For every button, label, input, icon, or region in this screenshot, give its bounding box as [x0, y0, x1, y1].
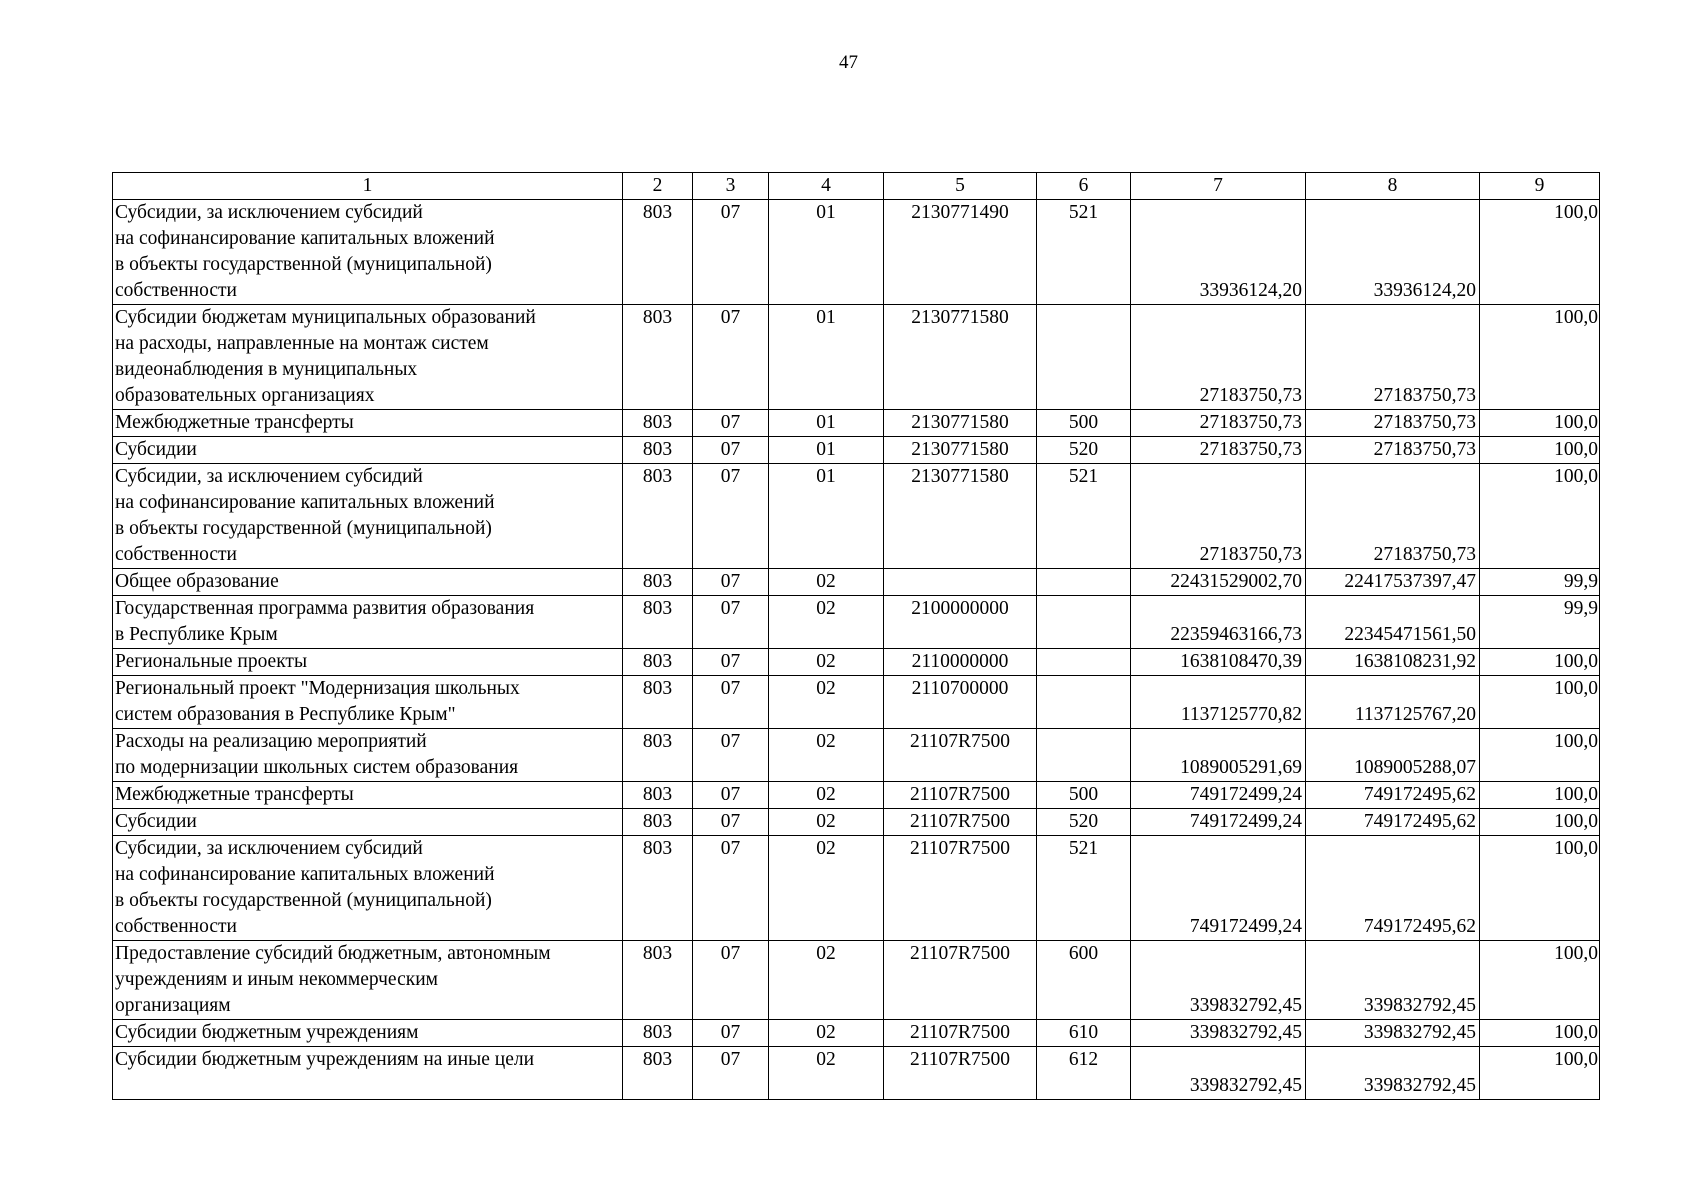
code-cell: 803	[623, 569, 693, 596]
subsection-cell: 02	[769, 596, 884, 649]
column-header: 5	[884, 173, 1037, 200]
item-name-cell: Субсидии бюджетным учреждениям	[113, 1020, 623, 1047]
item-name-cell: Расходы на реализацию мероприятий по модернизации школьных систем образования	[113, 729, 623, 782]
execution-percent-cell: 100,0	[1480, 941, 1600, 1020]
subsection-cell: 02	[769, 809, 884, 836]
planned-amount-cell: 22359463166,73	[1131, 596, 1306, 649]
planned-amount-cell: 339832792,45	[1131, 1047, 1306, 1100]
executed-amount-cell: 27183750,73	[1306, 464, 1480, 569]
subsection-cell: 02	[769, 729, 884, 782]
execution-percent-cell: 100,0	[1480, 809, 1600, 836]
code-cell: 803	[623, 729, 693, 782]
section-cell: 07	[693, 200, 769, 305]
execution-percent-cell: 100,0	[1480, 464, 1600, 569]
planned-amount-cell: 339832792,45	[1131, 941, 1306, 1020]
execution-percent-cell: 100,0	[1480, 410, 1600, 437]
item-name-cell: Субсидии бюджетным учреждениям на иные цели	[113, 1047, 623, 1100]
planned-amount-cell: 1638108470,39	[1131, 649, 1306, 676]
item-name-cell: Межбюджетные трансферты	[113, 410, 623, 437]
section-cell: 07	[693, 836, 769, 941]
execution-percent-cell: 100,0	[1480, 200, 1600, 305]
expense-type-cell: 521	[1037, 836, 1131, 941]
subsection-cell: 02	[769, 1047, 884, 1100]
table-row	[113, 1020, 1600, 1047]
target-article-cell: 21107R7500	[884, 836, 1037, 941]
target-article-cell: 21107R7500	[884, 782, 1037, 809]
column-header: 6	[1037, 173, 1131, 200]
execution-percent-cell: 99,9	[1480, 596, 1600, 649]
column-header: 1	[113, 173, 623, 200]
table-row	[113, 809, 1600, 836]
column-header: 8	[1306, 173, 1480, 200]
subsection-cell: 01	[769, 437, 884, 464]
code-cell: 803	[623, 464, 693, 569]
executed-amount-cell: 27183750,73	[1306, 410, 1480, 437]
execution-percent-cell: 100,0	[1480, 1020, 1600, 1047]
expense-type-cell	[1037, 596, 1131, 649]
executed-amount-cell: 339832792,45	[1306, 1047, 1480, 1100]
expense-type-cell	[1037, 649, 1131, 676]
code-cell: 803	[623, 410, 693, 437]
section-cell: 07	[693, 437, 769, 464]
item-name-cell: Субсидии, за исключением субсидий на софинансирование капитальных вложений в объекты государственной (муниципальной) собственности	[113, 200, 623, 305]
target-article-cell: 21107R7500	[884, 1020, 1037, 1047]
column-header: 3	[693, 173, 769, 200]
expense-type-cell	[1037, 676, 1131, 729]
expense-type-cell: 521	[1037, 200, 1131, 305]
executed-amount-cell: 27183750,73	[1306, 305, 1480, 410]
code-cell: 803	[623, 200, 693, 305]
target-article-cell: 2130771580	[884, 464, 1037, 569]
executed-amount-cell: 749172495,62	[1306, 809, 1480, 836]
target-article-cell: 2110000000	[884, 649, 1037, 676]
executed-amount-cell: 749172495,62	[1306, 836, 1480, 941]
table-row	[113, 836, 1600, 941]
subsection-cell: 02	[769, 649, 884, 676]
expense-type-cell: 500	[1037, 782, 1131, 809]
item-name-cell: Общее образование	[113, 569, 623, 596]
execution-percent-cell: 100,0	[1480, 1047, 1600, 1100]
section-cell: 07	[693, 410, 769, 437]
table-row	[113, 729, 1600, 782]
target-article-cell: 21107R7500	[884, 1047, 1037, 1100]
code-cell: 803	[623, 596, 693, 649]
item-name-cell: Государственная программа развития образования в Республике Крым	[113, 596, 623, 649]
code-cell: 803	[623, 305, 693, 410]
section-cell: 07	[693, 1047, 769, 1100]
subsection-cell: 02	[769, 782, 884, 809]
section-cell: 07	[693, 782, 769, 809]
column-header: 2	[623, 173, 693, 200]
executed-amount-cell: 339832792,45	[1306, 1020, 1480, 1047]
planned-amount-cell: 749172499,24	[1131, 809, 1306, 836]
code-cell: 803	[623, 836, 693, 941]
code-cell: 803	[623, 782, 693, 809]
target-article-cell: 21107R7500	[884, 941, 1037, 1020]
section-cell: 07	[693, 305, 769, 410]
section-cell: 07	[693, 809, 769, 836]
table-row	[113, 1047, 1600, 1100]
target-article-cell: 21107R7500	[884, 729, 1037, 782]
executed-amount-cell: 22345471561,50	[1306, 596, 1480, 649]
subsection-cell: 01	[769, 410, 884, 437]
execution-percent-cell: 100,0	[1480, 305, 1600, 410]
executed-amount-cell: 22417537397,47	[1306, 569, 1480, 596]
subsection-cell: 01	[769, 200, 884, 305]
code-cell: 803	[623, 437, 693, 464]
execution-percent-cell: 100,0	[1480, 729, 1600, 782]
item-name-cell: Межбюджетные трансферты	[113, 782, 623, 809]
table-header-row	[113, 173, 1600, 200]
item-name-cell: Региональные проекты	[113, 649, 623, 676]
planned-amount-cell: 1089005291,69	[1131, 729, 1306, 782]
execution-percent-cell: 100,0	[1480, 782, 1600, 809]
target-article-cell: 21107R7500	[884, 809, 1037, 836]
code-cell: 803	[623, 1047, 693, 1100]
execution-percent-cell: 100,0	[1480, 437, 1600, 464]
target-article-cell: 2130771580	[884, 437, 1037, 464]
subsection-cell: 02	[769, 1020, 884, 1047]
column-header: 4	[769, 173, 884, 200]
executed-amount-cell: 1638108231,92	[1306, 649, 1480, 676]
section-cell: 07	[693, 569, 769, 596]
planned-amount-cell: 27183750,73	[1131, 464, 1306, 569]
subsection-cell: 02	[769, 941, 884, 1020]
table-row	[113, 782, 1600, 809]
expense-type-cell: 612	[1037, 1047, 1131, 1100]
planned-amount-cell: 22431529002,70	[1131, 569, 1306, 596]
executed-amount-cell: 27183750,73	[1306, 437, 1480, 464]
subsection-cell: 02	[769, 676, 884, 729]
executed-amount-cell: 339832792,45	[1306, 941, 1480, 1020]
table-row	[113, 200, 1600, 305]
expense-type-cell: 600	[1037, 941, 1131, 1020]
table-row	[113, 941, 1600, 1020]
table-row	[113, 596, 1600, 649]
expense-type-cell	[1037, 305, 1131, 410]
target-article-cell: 2100000000	[884, 596, 1037, 649]
table-row	[113, 464, 1600, 569]
section-cell: 07	[693, 464, 769, 569]
subsection-cell: 01	[769, 305, 884, 410]
expense-type-cell: 520	[1037, 437, 1131, 464]
section-cell: 07	[693, 649, 769, 676]
code-cell: 803	[623, 649, 693, 676]
expense-type-cell: 500	[1037, 410, 1131, 437]
planned-amount-cell: 1137125770,82	[1131, 676, 1306, 729]
planned-amount-cell: 749172499,24	[1131, 836, 1306, 941]
executed-amount-cell: 1089005288,07	[1306, 729, 1480, 782]
section-cell: 07	[693, 1020, 769, 1047]
expense-type-cell: 521	[1037, 464, 1131, 569]
planned-amount-cell: 749172499,24	[1131, 782, 1306, 809]
expense-type-cell	[1037, 729, 1131, 782]
table-row	[113, 410, 1600, 437]
table-row	[113, 437, 1600, 464]
table-row	[113, 649, 1600, 676]
subsection-cell: 02	[769, 569, 884, 596]
page-number: 47	[839, 52, 858, 73]
item-name-cell: Субсидии	[113, 809, 623, 836]
subsection-cell: 01	[769, 464, 884, 569]
executed-amount-cell: 33936124,20	[1306, 200, 1480, 305]
executed-amount-cell: 749172495,62	[1306, 782, 1480, 809]
executed-amount-cell: 1137125767,20	[1306, 676, 1480, 729]
code-cell: 803	[623, 676, 693, 729]
item-name-cell: Субсидии, за исключением субсидий на софинансирование капитальных вложений в объекты государственной (муниципальной) собственности	[113, 464, 623, 569]
planned-amount-cell: 27183750,73	[1131, 410, 1306, 437]
planned-amount-cell: 27183750,73	[1131, 437, 1306, 464]
column-header: 7	[1131, 173, 1306, 200]
column-header: 9	[1480, 173, 1600, 200]
target-article-cell: 2130771580	[884, 410, 1037, 437]
table-body	[113, 200, 1600, 1100]
planned-amount-cell: 27183750,73	[1131, 305, 1306, 410]
code-cell: 803	[623, 809, 693, 836]
subsection-cell: 02	[769, 836, 884, 941]
item-name-cell: Субсидии	[113, 437, 623, 464]
item-name-cell: Предоставление субсидий бюджетным, автономным учреждениям и иным некоммерческим организациям	[113, 941, 623, 1020]
planned-amount-cell: 339832792,45	[1131, 1020, 1306, 1047]
section-cell: 07	[693, 941, 769, 1020]
execution-percent-cell: 100,0	[1480, 649, 1600, 676]
budget-table	[112, 172, 1600, 1100]
table-row	[113, 569, 1600, 596]
target-article-cell	[884, 569, 1037, 596]
target-article-cell: 2130771490	[884, 200, 1037, 305]
code-cell: 803	[623, 941, 693, 1020]
execution-percent-cell: 100,0	[1480, 836, 1600, 941]
expense-type-cell: 610	[1037, 1020, 1131, 1047]
target-article-cell: 2110700000	[884, 676, 1037, 729]
item-name-cell: Субсидии, за исключением субсидий на софинансирование капитальных вложений в объекты государственной (муниципальной) собственности	[113, 836, 623, 941]
section-cell: 07	[693, 596, 769, 649]
section-cell: 07	[693, 729, 769, 782]
execution-percent-cell: 99,9	[1480, 569, 1600, 596]
expense-type-cell	[1037, 569, 1131, 596]
target-article-cell: 2130771580	[884, 305, 1037, 410]
table-row	[113, 305, 1600, 410]
execution-percent-cell: 100,0	[1480, 676, 1600, 729]
item-name-cell: Субсидии бюджетам муниципальных образований на расходы, направленные на монтаж систем видеонаблюдения в муниципальных образовательных организациях	[113, 305, 623, 410]
section-cell: 07	[693, 676, 769, 729]
table-row	[113, 676, 1600, 729]
code-cell: 803	[623, 1020, 693, 1047]
expense-type-cell: 520	[1037, 809, 1131, 836]
planned-amount-cell: 33936124,20	[1131, 200, 1306, 305]
item-name-cell: Региональный проект "Модернизация школьных систем образования в Республике Крым"	[113, 676, 623, 729]
